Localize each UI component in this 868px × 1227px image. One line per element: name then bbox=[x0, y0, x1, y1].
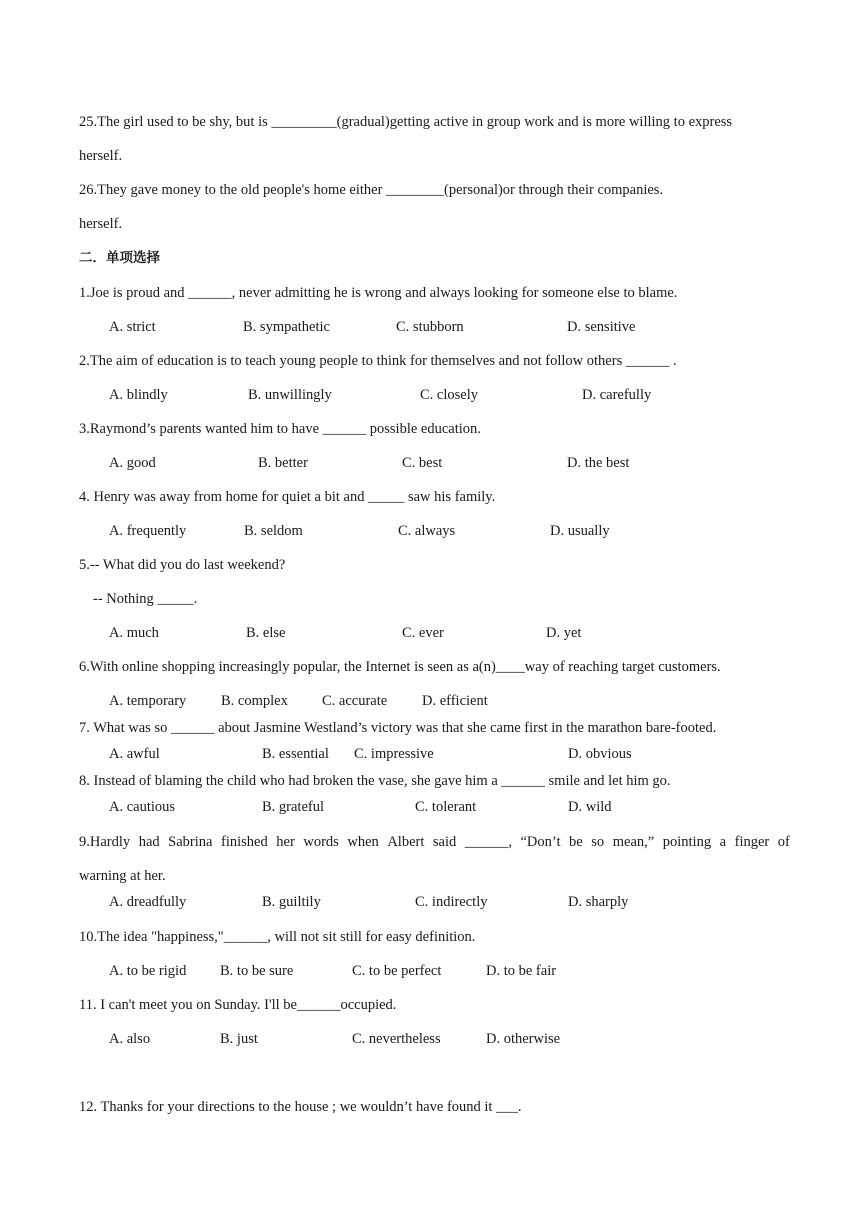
question-4-stem: 4. Henry was away from home for quiet a bit and _____ saw his family. bbox=[79, 489, 496, 505]
question-4-option-a: A. frequently bbox=[109, 523, 187, 539]
question-3-option-c: C. best bbox=[402, 455, 443, 471]
question-26-line-2: herself. bbox=[79, 216, 123, 232]
question-6-stem: 6.With online shopping increasingly popular, the Internet is seen as a(n)____way of reaching target customers. bbox=[79, 659, 721, 675]
question-9-word: of bbox=[777, 834, 790, 850]
question-9-option-d: D. sharply bbox=[568, 894, 629, 910]
question-6-option-a: A. temporary bbox=[109, 693, 187, 709]
question-8-option-a: A. cautious bbox=[109, 799, 176, 815]
question-9-word: said bbox=[432, 834, 457, 850]
question-26-line-1: 26.They gave money to the old people's home either ________(personal)or through their companies. bbox=[79, 182, 664, 198]
question-9-word: a bbox=[719, 834, 727, 850]
question-5-option-a: A. much bbox=[109, 625, 159, 641]
question-11-stem: 11. I can't meet you on Sunday. I'll be______occupied. bbox=[79, 997, 397, 1013]
question-11-option-d: D. otherwise bbox=[486, 1031, 561, 1047]
question-1-option-d: D. sensitive bbox=[567, 319, 636, 335]
question-9-word: had bbox=[138, 834, 160, 850]
question-3-option-d: D. the best bbox=[567, 455, 630, 471]
question-1-stem: 1.Joe is proud and ______, never admitting he is wrong and always looking for someone else to blame. bbox=[79, 285, 678, 301]
question-9-stem bbox=[79, 833, 790, 851]
question-9-word: Sabrina bbox=[168, 834, 213, 850]
question-9-word: pointing bbox=[662, 834, 712, 850]
question-5-option-b: B. else bbox=[246, 625, 286, 641]
question-2-option-b: B. unwillingly bbox=[248, 387, 332, 403]
question-3-option-a: A. good bbox=[109, 455, 156, 471]
question-7-option-c: C. impressive bbox=[354, 746, 434, 762]
question-9-option-b: B. guiltily bbox=[262, 894, 321, 910]
question-9-word: finger bbox=[734, 834, 770, 850]
question-9-option-a: A. dreadfully bbox=[109, 894, 187, 910]
question-9-word: so bbox=[591, 834, 605, 850]
question-1-option-a: A. strict bbox=[109, 319, 156, 335]
question-7-option-b: B. essential bbox=[262, 746, 329, 762]
question-9-word: when bbox=[347, 834, 379, 850]
question-9-word: words bbox=[303, 834, 339, 850]
question-1-option-b: B. sympathetic bbox=[243, 319, 330, 335]
question-7-stem: 7. What was so ______ about Jasmine Westland’s victory was that she came first in the marathon bare-footed. bbox=[79, 720, 717, 736]
question-1-option-c: C. stubborn bbox=[396, 319, 464, 335]
section-heading: 二．单项选择 bbox=[79, 250, 160, 266]
question-5-option-d: D. yet bbox=[546, 625, 582, 641]
question-10-option-d: D. to be fair bbox=[486, 963, 557, 979]
question-9-word: be bbox=[569, 834, 583, 850]
question-3-option-b: B. better bbox=[258, 455, 308, 471]
question-25-line-2: herself. bbox=[79, 148, 123, 164]
question-6-option-b: B. complex bbox=[221, 693, 288, 709]
question-9-word: finished bbox=[221, 834, 268, 850]
question-6-option-c: C. accurate bbox=[322, 693, 388, 709]
question-2-option-d: D. carefully bbox=[582, 387, 652, 403]
question-3-stem: 3.Raymond’s parents wanted him to have ______ possible education. bbox=[79, 421, 481, 437]
question-7-option-d: D. obvious bbox=[568, 746, 632, 762]
question-9-word: Albert bbox=[387, 834, 425, 850]
question-4-option-c: C. always bbox=[398, 523, 456, 539]
question-9-word: mean,” bbox=[612, 834, 655, 850]
question-11-option-b: B. just bbox=[220, 1031, 258, 1047]
question-2-option-a: A. blindly bbox=[109, 387, 168, 403]
question-10-option-c: C. to be perfect bbox=[352, 963, 442, 979]
question-10-option-a: A. to be rigid bbox=[109, 963, 187, 979]
question-9-option-c: C. indirectly bbox=[415, 894, 488, 910]
question-5-option-c: C. ever bbox=[402, 625, 444, 641]
question-8-option-c: C. tolerant bbox=[415, 799, 477, 815]
question-2-stem: 2.The aim of education is to teach young people to think for themselves and not follow others ______ . bbox=[79, 353, 677, 369]
question-2-option-c: C. closely bbox=[420, 387, 478, 403]
question-4-option-b: B. seldom bbox=[244, 523, 303, 539]
question-5-reply: -- Nothing _____. bbox=[93, 591, 198, 607]
question-9-word: ______, bbox=[464, 834, 512, 850]
question-10-stem: 10.The idea "happiness,"______, will not sit still for easy definition. bbox=[79, 929, 476, 945]
question-25-line-1: 25.The girl used to be shy, but is _________(gradual)getting active in group work and is more willing to express bbox=[79, 114, 733, 130]
question-9-word: 9.Hardly bbox=[79, 834, 131, 850]
question-12-stem: 12. Thanks for your directions to the house ; we wouldn’t have found it ___. bbox=[79, 1099, 522, 1115]
question-10-option-b: B. to be sure bbox=[220, 963, 294, 979]
question-8-option-d: D. wild bbox=[568, 799, 612, 815]
question-4-option-d: D. usually bbox=[550, 523, 610, 539]
question-6-option-d: D. efficient bbox=[422, 693, 488, 709]
question-8-option-b: B. grateful bbox=[262, 799, 325, 815]
question-11-option-a: A. also bbox=[109, 1031, 151, 1047]
question-5-stem: 5.-- What did you do last weekend? bbox=[79, 557, 286, 573]
question-7-option-a: A. awful bbox=[109, 746, 160, 762]
question-9-stem-continued: warning at her. bbox=[79, 868, 166, 884]
question-8-stem: 8. Instead of blaming the child who had broken the vase, she gave him a ______ smile and let him go. bbox=[79, 773, 671, 789]
question-9-word: her bbox=[276, 834, 295, 850]
question-11-option-c: C. nevertheless bbox=[352, 1031, 441, 1047]
question-9-word: “Don’t bbox=[520, 834, 561, 850]
